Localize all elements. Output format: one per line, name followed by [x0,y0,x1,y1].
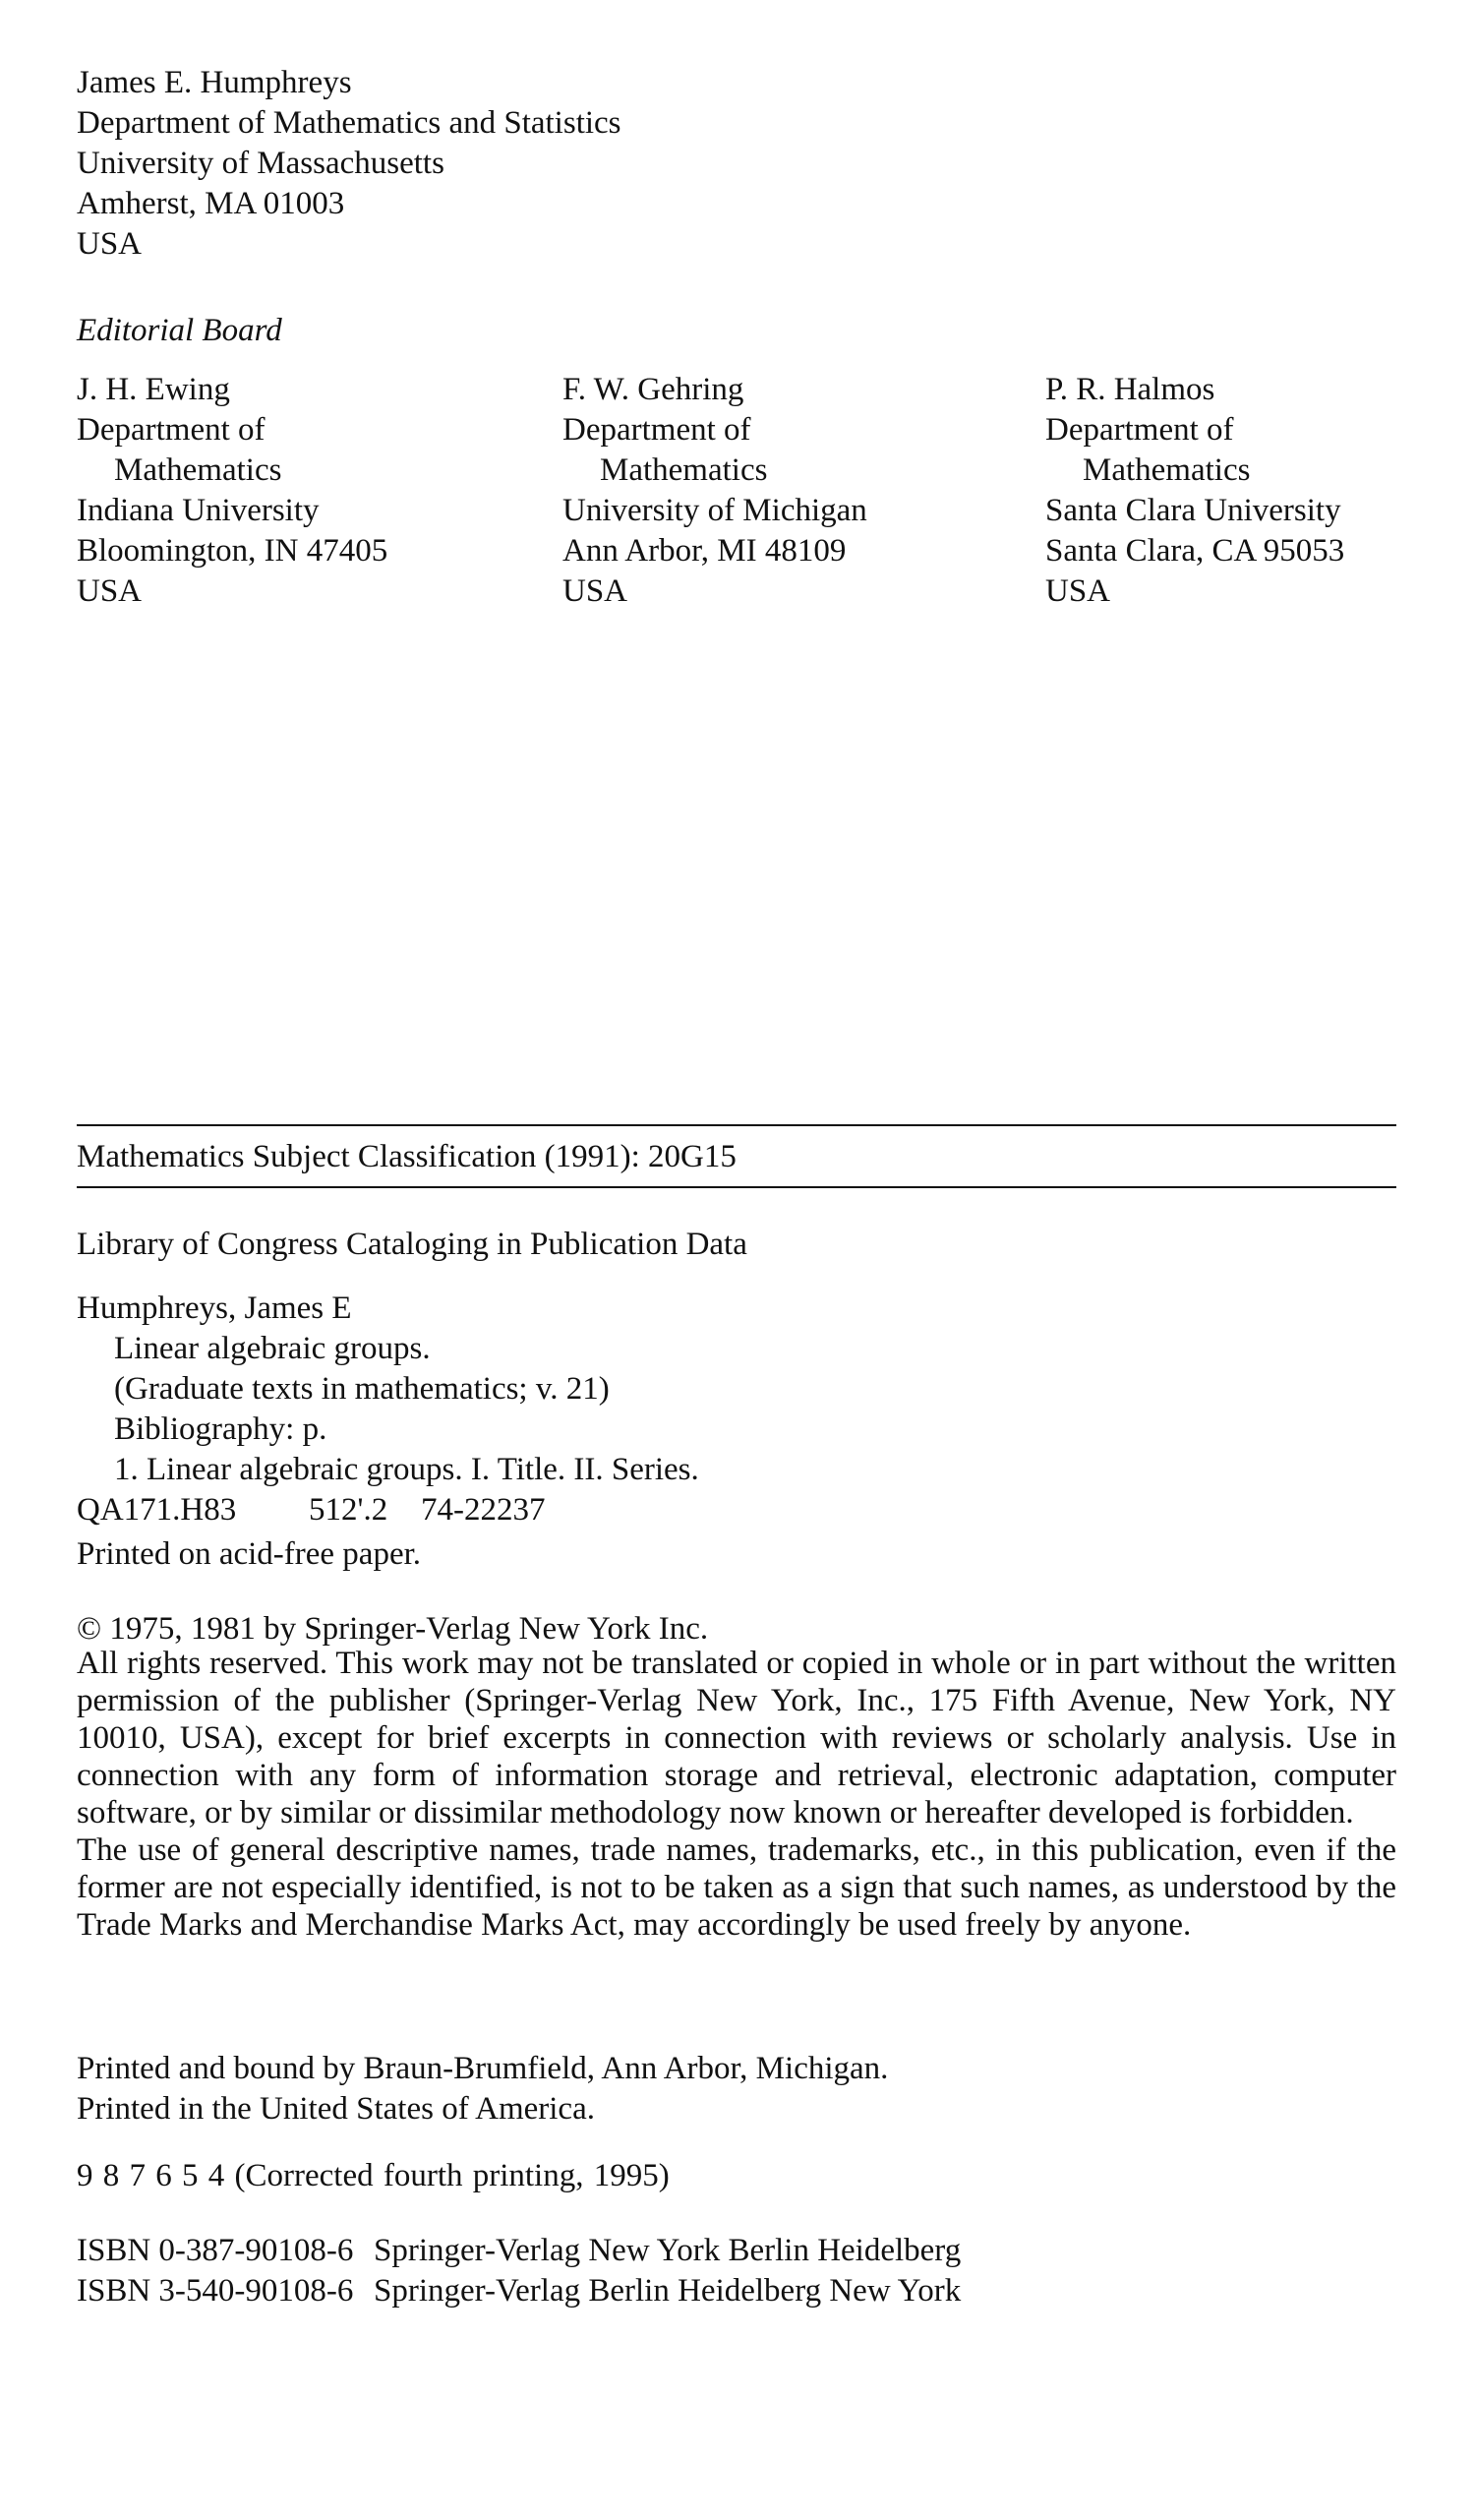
lc-call-number: QA171.H83 [77,1492,237,1528]
isbn-line [77,2231,961,2271]
member-department: Department of [1045,412,1234,448]
catalog-main-entry: Humphreys, James E [77,1290,352,1326]
printing-line: 9 8 7 6 5 4 (Corrected fourth printing, 1995) [77,2158,670,2193]
member-country: USA [77,573,143,609]
author-city: Amherst, MA 01003 [77,186,345,221]
author-country: USA [77,226,143,262]
board-member-halmos [1045,370,1344,612]
author-university: University of Massachusetts [77,146,444,181]
member-city: Bloomington, IN 47405 [77,533,388,569]
member-name: F. W. Gehring [562,372,744,407]
member-institution: Indiana University [77,493,320,528]
isbn-publisher: Springer-Verlag Berlin Heidelberg New York [374,2273,962,2309]
board-member-ewing [77,370,387,612]
member-institution: Santa Clara University [1045,493,1341,528]
lccn-number: 74-22237 [421,1492,546,1528]
dewey-number: 512'.2 [309,1492,388,1528]
member-department: Department of [77,412,266,448]
member-institution: University of Michigan [562,493,867,528]
member-country: USA [1045,573,1111,609]
catalog-entry: Bibliography: p. [114,1411,327,1447]
author-address [77,63,621,265]
member-department-cont: Mathematics [600,452,768,488]
bottom-rule [77,1186,1396,1188]
call-number-line [77,1490,699,1530]
author-name: James E. Humphreys [77,65,352,100]
isbn-block [77,2231,961,2311]
editorial-board [77,370,1404,626]
board-member-gehring [562,370,867,612]
printer-line: Printed and bound by Braun-Brumfield, Ann Arbor, Michigan. [77,2051,889,2086]
member-name: J. H. Ewing [77,372,230,407]
author-department: Department of Mathematics and Statistics [77,105,621,141]
trademark-paragraph: The use of general descriptive names, trade names, trademarks, etc., in this publication, even if the former are not especially identified, is not to be taken as a sign that such names, as understood by the Trade Marks and Merchandise Marks Act, may accordingly be used freely by anyone. [77,1832,1396,1943]
isbn-publisher: Springer-Verlag New York Berlin Heidelberg [374,2233,962,2268]
member-department: Department of [562,412,751,448]
subject-classification-block [77,1124,1396,1188]
catalog-entry: (Graduate texts in mathematics; v. 21) [114,1371,610,1407]
printer-info [77,2049,888,2130]
isbn-line [77,2271,961,2311]
printed-country-line: Printed in the United States of America. [77,2091,595,2127]
member-name: P. R. Halmos [1045,372,1215,407]
member-city: Ann Arbor, MI 48109 [562,533,847,569]
subject-classification: Mathematics Subject Classification (1991): 20G15 [77,1139,737,1174]
editorial-board-title: Editorial Board [77,313,282,348]
member-country: USA [562,573,628,609]
acid-free-notice: Printed on acid-free paper. [77,1536,422,1572]
rights-paragraph: All rights reserved. This work may not be translated or copied in whole or in part without the written permission of the publisher (Springer-Verlag New York, Inc., 175 Fifth Avenue, New York, NY 10010, USA), except for brief excerpts in connection with reviews or scholarly analysis. Use in connection with any form of information storage and retrieval, electronic adaptation, computer software, or by similar or dissimilar methodology now known or hereafter developed is forbidden. [77,1646,1396,1830]
isbn-number: ISBN 3-540-90108-6 [77,2273,354,2309]
isbn-number: ISBN 0-387-90108-6 [77,2233,354,2268]
member-city: Santa Clara, CA 95053 [1045,533,1345,569]
member-department-cont: Mathematics [1083,452,1251,488]
legal-notice [77,1645,1396,1944]
catalog-entry: Linear algebraic groups. [114,1331,431,1366]
cataloging-record [77,1289,699,1530]
copyright-notice: © 1975, 1981 by Springer-Verlag New York Inc. [77,1611,709,1647]
cataloging-heading: Library of Congress Cataloging in Publication Data [77,1227,747,1262]
catalog-entry: 1. Linear algebraic groups. I. Title. II. Series. [114,1452,699,1487]
member-department-cont: Mathematics [114,452,282,488]
